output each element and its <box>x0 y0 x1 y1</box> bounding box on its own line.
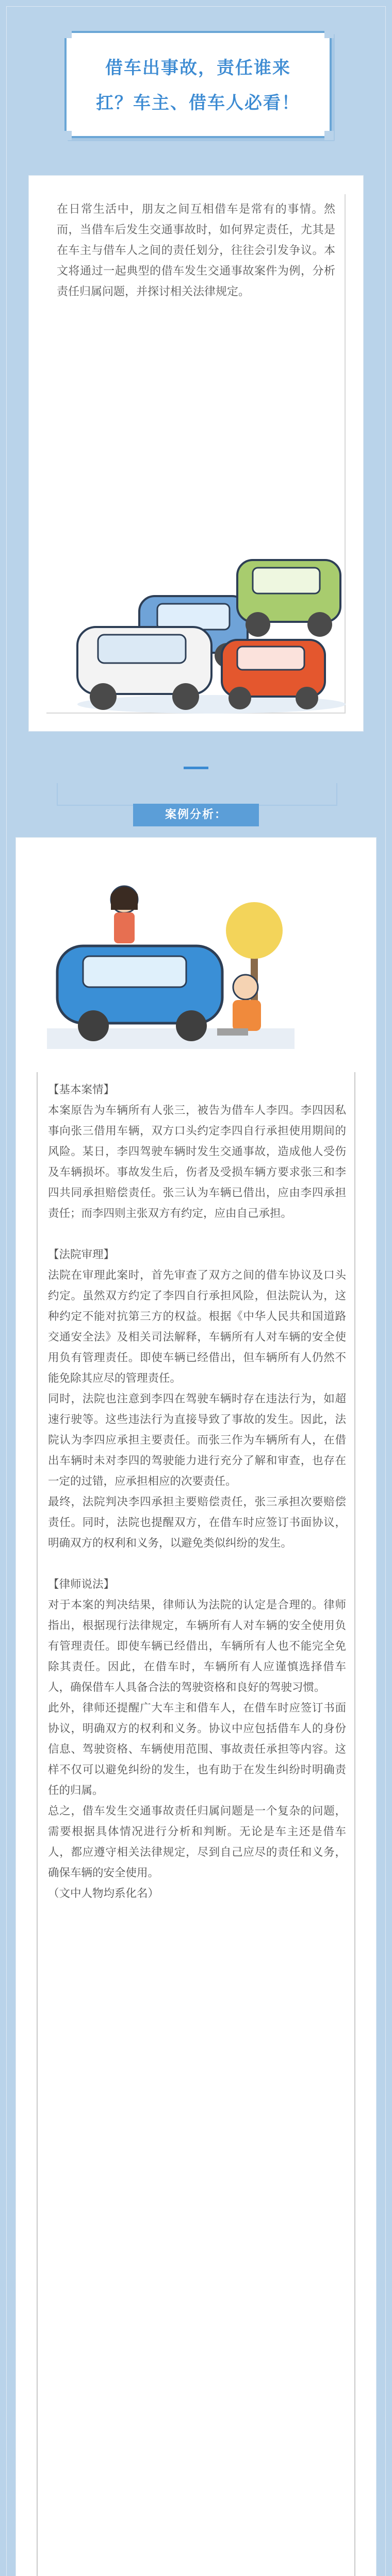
case-card <box>15 837 377 2576</box>
lawyer-opinion-text-2: 此外，律师还提醒广大车主和借车人，在借车时应签订书面协议，明确双方的权利和义务。协议中应包括借车人的身份信息、驾驶资格、车辆使用范围、事故责任承担等内容。这样不仅可以避免纠纷的发生，也有助于在发生纠纷时明确责任的归属。 <box>48 1702 346 1797</box>
lawyer-opinion-text-1: 对于本案的判决结果，律师认为法院的认定是合理的。律师指出，根据现行法律规定，车辆所有人对车辆的安全使用负有管理责任。即使车辆已经借出，车辆所有人也不能完全免除其责任。因此，在借车时，车辆所有人应谨慎选择借车人，确保借车人具备合法的驾驶资格和良好的驾驶习惯。 <box>48 1599 346 1694</box>
court-trial-text-3: 最终，法院判决李四承担主要赔偿责任，张三承担次要赔偿责任。同时，法院也提醒双方，在借车时应签订书面协议，明确双方的权利和义务，以避免类似纠纷的发生。 <box>48 1496 346 1550</box>
intro-paragraph: 在日常生活中，朋友之间互相借车是常有的事情。然而，当借车后发生交通事故时，如何界定责任，尤其是在车主与借车人之间的责任划分，往往会引发争议。本文将通过一起典型的借车发生交通事故案件为例，分析责任归属问题，并探讨相关法律规定。 <box>57 203 335 298</box>
corner-notch <box>324 29 334 38</box>
title-banner <box>64 31 332 138</box>
section-bracket <box>57 783 337 806</box>
car-accident-illustration <box>67 550 356 720</box>
corner-notch <box>62 29 72 38</box>
court-trial-text-2: 同时，法院也注意到李四在驾驶车辆时存在违法行为，如超速行驶等。这些违法行为直接导致了事故的发生。因此，法院认为李四应承担主要责任。而张三作为车辆所有人，在借出车辆时未对李四的驾驶能力进行充分了解和审查，也存在一定的过错，应承担相应的次要责任。 <box>48 1393 346 1488</box>
title-line-1: 借车出事故，责任谁来 <box>105 58 291 78</box>
roadside-breakdown-illustration <box>47 858 295 1064</box>
section-accent-bar <box>184 767 208 769</box>
basic-facts-heading: 【基本案情】 <box>48 1083 115 1096</box>
case-frame-left <box>37 1072 43 2576</box>
corner-notch <box>62 131 72 140</box>
section-label-case-analysis: 案例分析： <box>133 804 259 826</box>
intro-card <box>28 175 364 732</box>
case-frame-right <box>349 1072 355 2576</box>
pseudonym-note: （文中人物均系化名） <box>48 1887 159 1900</box>
court-trial-heading: 【法院审理】 <box>48 1248 115 1261</box>
court-trial-text-1: 法院在审理此案时，首先审查了双方之间的借车协议及口头约定。虽然双方约定了李四自行承担风险，但法院认为，这种约定不能对抗第三方的权益。根据《中华人民共和国道路交通安全法》及相关司法解释，车辆所有人对车辆的安全使用负有管理责任。即使车辆已经借出，但车辆所有人仍然不能免除其应尽的管理责任。 <box>48 1269 346 1385</box>
case-body <box>48 1080 346 1904</box>
lawyer-opinion-heading: 【律师说法】 <box>48 1578 115 1591</box>
basic-facts-text: 本案原告为车辆所有人张三，被告为借车人李四。李四因私事向张三借用车辆，双方口头约定李四自行承担使用期间的风险。某日，李四驾驶车辆时发生交通事故，造成他人受伤及车辆损坏。事故发生后，伤者及受损车辆方要求张三和李四共同承担赔偿责任。张三认为车辆已借出，应由李四承担责任；而李四则主张双方有约定，应由自己承担。 <box>48 1104 346 1220</box>
intro-frame <box>46 194 346 714</box>
corner-notch <box>324 131 334 140</box>
lawyer-opinion-text-3: 总之，借车发生交通事故责任归属问题是一个复杂的问题，需要根据具体情况进行分析和判断。无论是车主还是借车人，都应遵守相关法律规定，尽到自己应尽的责任和义务，确保车辆的安全使用。 <box>48 1805 346 1879</box>
title-line-2: 扛？车主、借车人必看！ <box>96 93 300 113</box>
